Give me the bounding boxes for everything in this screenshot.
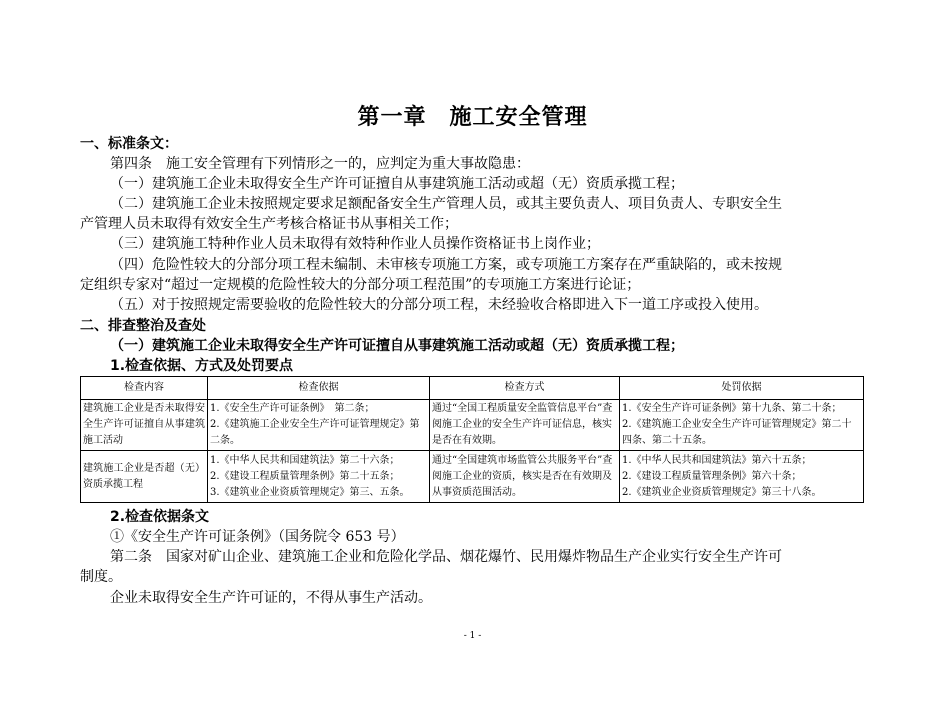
hazard-item-4-line1: （四）危险性较大的分部分项工程未编制、未审核专项施工方案，或专项施工方案存在严重缺陷的，或未按规 [110,257,782,273]
regulation-title: ①《安全生产许可证条例》（国务院令 653 号） [110,529,405,545]
chapter-title: 第一章 施工安全管理 [357,105,588,130]
article2-line1: 第二条 国家对矿山企业、建筑施工企业和危险化学品、烟花爆竹、民用爆炸物品生产企业实行安全生产许可 [110,549,782,565]
check-method-cell: 通过“全国建筑市场监管公共服务平台”查阅施工企业的资质，核实是否在有效期及从事资质范围活动。 [430,451,620,503]
article2-paragraph2: 企业未取得安全生产许可证的，不得从事生产活动。 [110,590,432,606]
hazard-item-3: （三）建筑施工特种作业人员未取得有效特种作业人员操作资格证书上岗作业； [110,236,600,252]
article4-intro: 第四条 施工安全管理有下列情形之一的，应判定为重大事故隐患： [110,156,530,172]
section1-heading: 一、标准条文： [80,136,178,152]
table-header-cell: 处罚依据 [620,377,864,400]
hazard-item-5: （五）对于按照规定需要验收的危险性较大的分部分项工程，未经验收合格即进入下一道工序或投入使用。 [110,297,768,313]
check-basis-cell: 1.《中华人民共和国建筑法》第二十六条； 2.《建设工程质量管理条例》第二十五条； 3.《建筑业企业资质管理规定》第三、五条。 [208,451,430,503]
penalty-basis-cell: 1.《中华人民共和国建筑法》第六十五条； 2.《建设工程质量管理条例》第六十条； 2.《建筑业企业资质管理规定》第三十八条。 [620,451,864,503]
sub2-heading: 2.检查依据条文 [110,509,210,525]
check-content-cell: 建筑施工企业是否超（无）资质承揽工程 [81,451,208,503]
hazard-item-4-line2: 定组织专家对“超过一定规模的危险性较大的分部分项工程范围”的专项施工方案进行论证； [80,277,641,293]
table-header-cell: 检查依据 [208,377,430,400]
section2-heading: 二、排查整治及查处 [80,318,206,334]
sub1-heading: 1.检查依据、方式及处罚要点 [110,358,294,374]
table-row [81,400,864,451]
subsection1-heading: （一）建筑施工企业未取得安全生产许可证擅自从事建筑施工活动或超（无）资质承揽工程； [110,338,684,354]
check-content-cell: 建筑施工企业是否未取得安全生产许可证擅自从事建筑施工活动 [81,400,208,451]
hazard-item-2-line2: 产管理人员未取得有效安全生产考核合格证书从事相关工作； [80,216,458,232]
hazard-item-1: （一）建筑施工企业未取得安全生产许可证擅自从事建筑施工活动或超（无）资质承揽工程； [110,176,684,192]
hazard-item-2-line1: （二）建筑施工企业未按照规定要求足额配备安全生产管理人员，或其主要负责人、项目负责人、专职安全生 [110,196,782,212]
table-header-cell: 检查内容 [81,377,208,400]
inspection-table [80,376,864,503]
check-method-cell: 通过“全国工程质量安全监管信息平台”查阅施工企业的安全生产许可证信息，核实是否在有效期。 [430,400,620,451]
page-number: - 1 - [463,631,482,641]
table-header-cell: 检查方式 [430,377,620,400]
check-basis-cell: 1.《安全生产许可证条例》 第二条； 2.《建筑施工企业安全生产许可证管理规定》第二条。 [208,400,430,451]
table-row [81,451,864,503]
article2-line2: 制度。 [80,569,122,585]
penalty-basis-cell: 1.《安全生产许可证条例》第十九条、第二十条； 2.《建筑施工企业安全生产许可证管理规定》第二十四条、第二十五条。 [620,400,864,451]
table-header-row [81,377,864,400]
